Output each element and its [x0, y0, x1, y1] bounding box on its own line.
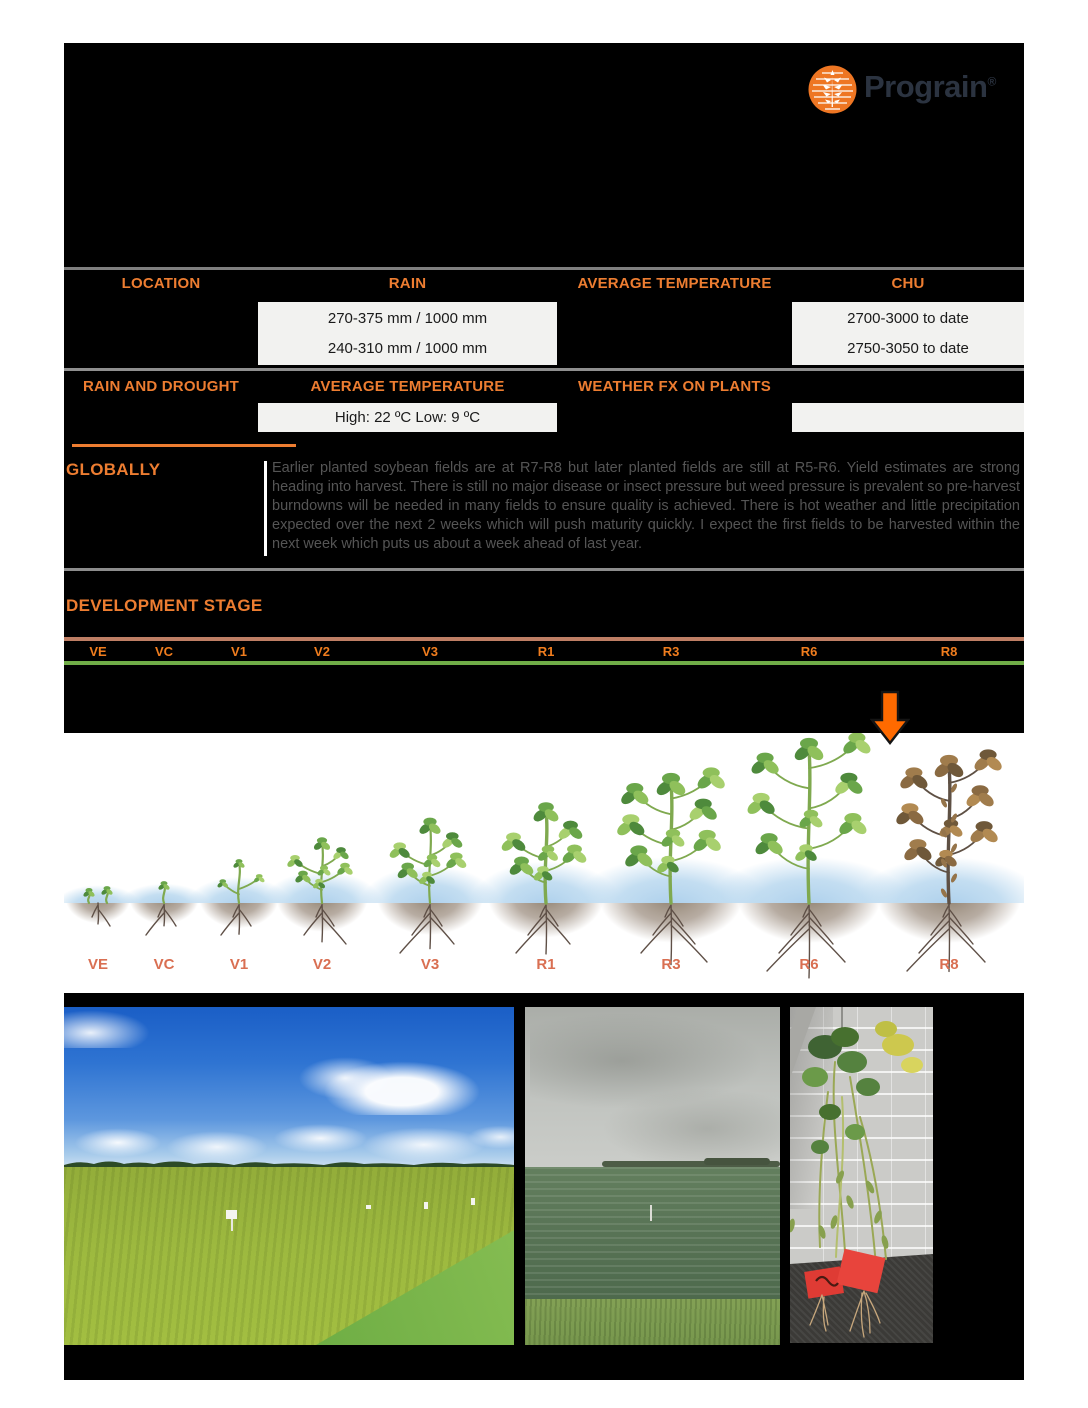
globally-accent-rule — [72, 444, 296, 447]
development-stage-section-label: DEVELOPMENT STAGE — [66, 596, 263, 615]
field-sign — [366, 1205, 371, 1209]
field-sign — [424, 1202, 428, 1209]
stage-label-v1: V1 — [231, 644, 247, 659]
cloud — [298, 1048, 487, 1116]
current-stage-arrow-icon — [870, 690, 910, 746]
stage-caption-ve: VE — [87, 956, 108, 973]
stage-label-vc: VC — [154, 644, 174, 659]
divider-development — [64, 568, 1024, 571]
field-stake — [650, 1205, 652, 1221]
col-header-chu: CHU — [891, 275, 925, 292]
photo-overcast-soybean-field — [525, 1007, 780, 1345]
chu-value-row2: 2750-3050 to date — [847, 339, 969, 357]
stage-caption-r6: R6 — [799, 956, 819, 973]
col-header-location: LOCATION — [121, 275, 201, 292]
grass-foreground — [525, 1299, 780, 1345]
stage-label-r8: R8 — [940, 644, 958, 659]
col-header-weather-fx-on-plants: WEATHER FX ON PLANTS — [578, 378, 771, 395]
rain-value-row1: 270-375 mm / 1000 mm — [327, 310, 488, 328]
chu-values-cell — [792, 302, 1024, 365]
stage-caption-r1: R1 — [536, 956, 556, 973]
col-header-rain: RAIN — [388, 275, 427, 292]
stage-caption-r8: R8 — [939, 956, 959, 973]
prograin-wordmark: Prograin® — [864, 69, 996, 104]
stage-label-r6: R6 — [800, 644, 818, 659]
pulled-soybean-plants — [790, 1007, 933, 1343]
registered-trademark: ® — [987, 74, 996, 89]
rain-value-row2: 240-310 mm / 1000 mm — [327, 339, 488, 357]
field-sign-post — [231, 1219, 233, 1231]
col-header-average-temperature: AVERAGE TEMPERATURE — [577, 275, 772, 292]
col-header-rain-and-drought: RAIN AND DROUGHT — [83, 378, 239, 395]
empty-value-cell — [792, 403, 1024, 432]
treeline — [704, 1158, 770, 1165]
globally-section-label: GLOBALLY — [66, 460, 161, 479]
rain-values-cell — [258, 302, 557, 365]
soybean-growth-stages-illustration — [64, 733, 1024, 993]
report-page — [64, 43, 1024, 1380]
globally-text-left-border — [264, 461, 267, 556]
stage-caption-vc: VC — [153, 956, 175, 973]
cloud — [602, 1088, 781, 1162]
col-header-average-temperature-2: AVERAGE TEMPERATURE — [310, 378, 505, 395]
stage-scale-bottom-rule — [64, 661, 1024, 665]
field-sign — [471, 1198, 475, 1205]
soybean-field — [525, 1167, 780, 1302]
chu-value-row1: 2700-3000 to date — [847, 310, 969, 328]
prograin-grain-icon — [808, 65, 857, 114]
field-sign — [226, 1210, 237, 1219]
stage-label-r3: R3 — [662, 644, 680, 659]
cloud-band — [64, 1119, 514, 1163]
globally-summary-text: Earlier planted soybean fields are at R7-R8 but later planted fields are still at R5-R6. Yield estimates are strong heading into harvest. There is still no major disease or insect pressure but weed pressure is prevalent so pre-harvest burndowns will be needed in many fields to ensure quality is achieved. There is hot weather and little precipitation expected over the next 2 weeks which will push maturity quickly. I expect the first fields to be harvested within the next week which puts us about a week ahead of last year. — [272, 460, 1020, 552]
stage-caption-v2: V2 — [312, 956, 332, 973]
stage-caption-v3: V3 — [420, 956, 440, 973]
stage-label-v3: V3 — [422, 644, 438, 659]
stage-caption-v1: V1 — [229, 956, 249, 973]
cloud — [64, 1010, 150, 1047]
photo-sampled-soybean-plants — [790, 1007, 933, 1343]
prograin-logo — [804, 61, 1024, 119]
divider-mid — [64, 368, 1024, 371]
stage-label-ve: VE — [89, 644, 107, 659]
stage-label-v2: V2 — [314, 644, 330, 659]
average-temperature-value-cell: High: 22 ºC Low: 9 ºC — [258, 403, 557, 432]
photo-sunny-soybean-field — [64, 1007, 514, 1345]
growth-stages-drawing — [64, 733, 1024, 993]
stage-caption-r3: R3 — [661, 956, 681, 973]
stage-label-r1: R1 — [537, 644, 555, 659]
stage-scale-top-rule — [64, 637, 1024, 641]
red-tags — [804, 1249, 885, 1299]
